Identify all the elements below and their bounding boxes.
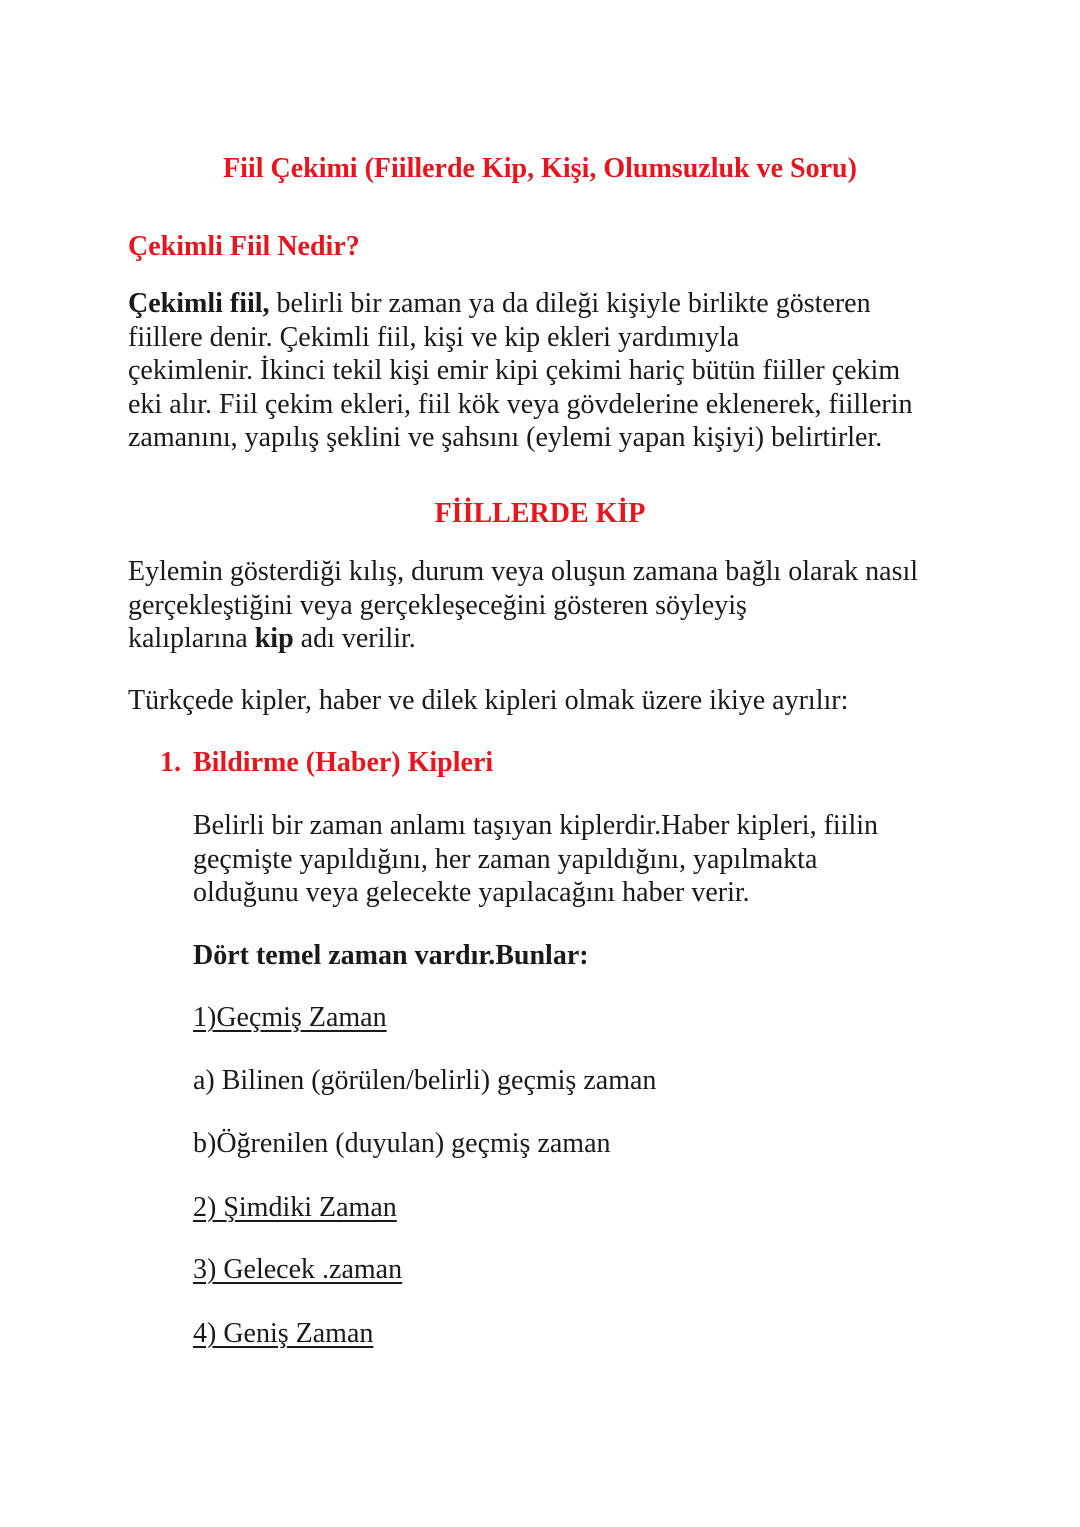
description-line-1: Belirli bir zaman anlamı taşıyan kiplerdir.Haber kipleri, fiilin <box>193 810 879 841</box>
tenses-intro: Dört temel zaman vardır.Bunlar: <box>193 940 589 971</box>
tense-subitem-ogrenilen-gecmis: b)Öğrenilen (duyulan) geçmiş zaman <box>193 1128 611 1159</box>
definition-term: Çekimli fiil, <box>128 288 270 319</box>
list-heading-bildirme-kipleri <box>160 744 493 782</box>
tense-item-genis-zaman: 4) Geniş Zaman <box>193 1318 374 1349</box>
kip-line-3-after: adı verilir. <box>293 623 416 655</box>
list-number: 1. <box>160 747 181 778</box>
kip-line-3-before: kalıplarına <box>128 623 255 655</box>
definition-line-4: eki alır. Fiil çekim ekleri, fiil kök veya gövdelerine eklenerek, fiillerin <box>128 388 913 420</box>
tense-item-gelecek-zaman: 3) Gelecek .zaman <box>193 1254 403 1285</box>
definition-line-3: çekimlenir. İkinci tekil kişi emir kipi çekimi hariç bütün fiiller çekim <box>128 355 901 387</box>
tense-item-gecmis-zaman: 1)Geçmiş Zaman <box>193 1002 387 1033</box>
list-heading-text: Bildirme (Haber) Kipleri <box>193 747 494 778</box>
haber-kipleri-description <box>193 809 973 910</box>
description-line-3: olduğunu veya gelecekte yapılacağını haber verir. <box>193 877 750 909</box>
definition-line-1-rest: belirli bir zaman ya da dileği kişiyle birlikte gösteren <box>269 288 871 319</box>
document-title: Fiil Çekimi (Fiillerde Kip, Kişi, Olumsuzluk ve Soru) <box>223 153 857 184</box>
intro-paragraph <box>128 684 968 718</box>
kip-line-1: Eylemin gösterdiği kılış, durum veya oluşun zamana bağlı olarak nasıl <box>128 556 919 587</box>
definition-paragraph <box>128 287 968 455</box>
definition-line-2: fiillere denir. Çekimli fiil, kişi ve kip ekleri yardımıyla <box>128 321 740 353</box>
section-title-fiillerde-kip: FİİLLERDE KİP <box>434 498 646 529</box>
intro-sentence: Türkçede kipler, haber ve dilek kipleri olmak üzere ikiye ayrılır: <box>128 685 849 716</box>
kip-line-2: gerçekleştiğini veya gerçekleşeceğini gösteren söyleyiş <box>128 589 747 621</box>
tense-item-simdiki-zaman: 2) Şimdiki Zaman <box>193 1192 397 1223</box>
kip-term: kip <box>254 623 294 655</box>
kip-line-3 <box>128 622 968 656</box>
definition-line-1 <box>128 287 968 321</box>
tense-subitem-bilinen-gecmis: a) Bilinen (görülen/belirli) geçmiş zaman <box>193 1065 657 1096</box>
description-line-2: geçmişte yapıldığını, her zaman yapıldığını, yapılmakta <box>193 843 818 875</box>
definition-line-5: zamanını, yapılış şeklini ve şahsını (eylemi yapan kişiyi) belirtirler. <box>128 422 883 454</box>
kip-definition-paragraph <box>128 555 968 656</box>
section-heading-cekimli-fiil: Çekimli Fiil Nedir? <box>128 231 360 262</box>
